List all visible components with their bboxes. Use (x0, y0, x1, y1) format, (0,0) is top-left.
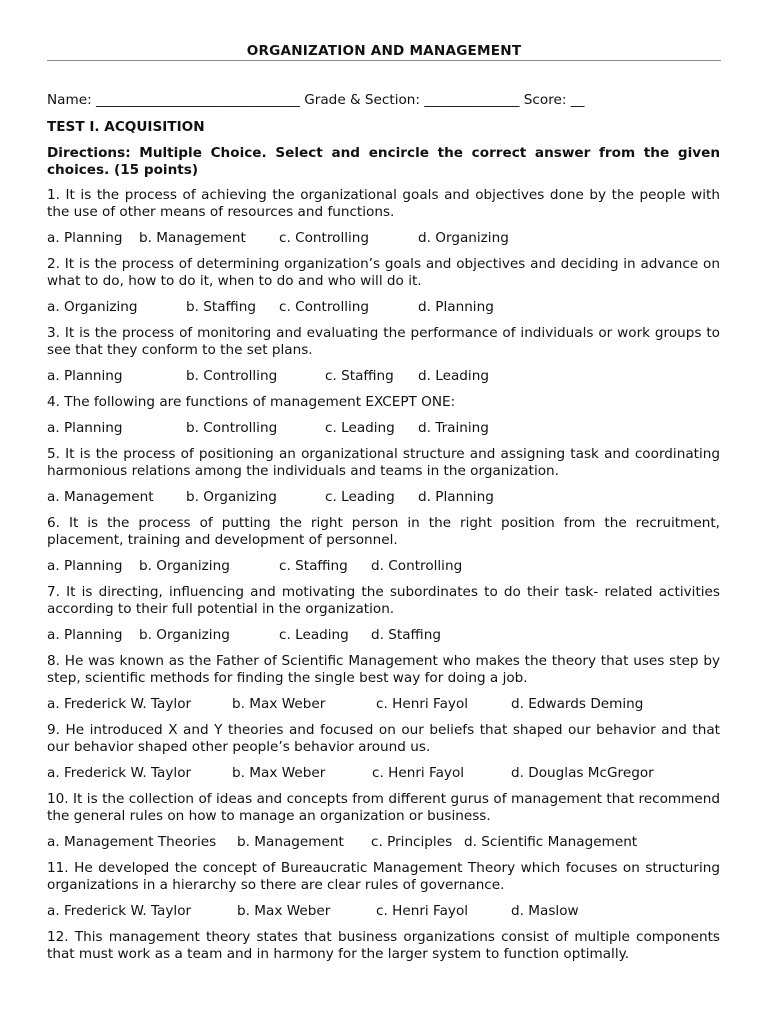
choice-c[interactable]: c. Leading (325, 489, 395, 505)
choice-c[interactable]: c. Controlling (279, 299, 370, 315)
choice-row (47, 765, 720, 782)
choice-a[interactable]: a. Planning (47, 420, 123, 436)
choice-c[interactable]: c. Staffing (325, 368, 394, 384)
choice-b[interactable]: b. Management (237, 834, 344, 850)
choice-c[interactable]: c. Leading (325, 420, 395, 436)
choice-b[interactable]: b. Staffing (186, 299, 256, 315)
choice-a[interactable]: a. Frederick W. Taylor (47, 903, 192, 919)
choice-d[interactable]: d. Planning (418, 489, 494, 505)
choice-b[interactable]: b. Max Weber (232, 765, 326, 781)
choice-row (47, 230, 720, 247)
choice-d[interactable]: d. Leading (418, 368, 489, 384)
choice-d[interactable]: d. Training (418, 420, 489, 436)
choice-row (47, 368, 720, 385)
question-text: 11. He developed the concept of Bureaucratic Management Theory which focuses on structuring organizations in a hierarchy so there are clear rules of governance. (47, 860, 720, 893)
choice-a[interactable]: a. Planning (47, 558, 123, 574)
choice-a[interactable]: a. Organizing (47, 299, 138, 315)
choice-d[interactable]: d. Edwards Deming (511, 696, 644, 712)
choice-c[interactable]: c. Henri Fayol (376, 696, 469, 712)
choice-c[interactable]: c. Henri Fayol (376, 903, 469, 919)
question-text: 6. It is the process of putting the right person in the right position from the recruitment, placement, training and development of personnel. (47, 515, 720, 548)
choice-c[interactable]: c. Controlling (279, 230, 370, 246)
choice-row (47, 834, 720, 851)
name-grade-score-line: Name: ______________________________ Grade & Section: ______________ Score: __ (47, 92, 585, 108)
title-divider (47, 60, 721, 61)
choice-b[interactable]: b. Controlling (186, 420, 278, 436)
choice-a[interactable]: a. Planning (47, 230, 123, 246)
choice-d[interactable]: d. Staffing (371, 627, 441, 643)
document-body (47, 92, 720, 972)
question-text: 10. It is the collection of ideas and concepts from different gurus of management that recommend the general rules on how to manage an organization or business. (47, 791, 720, 824)
choice-d[interactable]: d. Douglas McGregor (511, 765, 654, 781)
test-title: TEST I. ACQUISITION (47, 119, 205, 135)
choice-row (47, 489, 720, 506)
choice-d[interactable]: d. Controlling (371, 558, 463, 574)
choice-b[interactable]: b. Controlling (186, 368, 278, 384)
choice-d[interactable]: d. Planning (418, 299, 494, 315)
choice-row (47, 420, 720, 437)
question-text: 1. It is the process of achieving the organizational goals and objectives done by the people with the use of other means of resources and functions. (47, 187, 720, 220)
choice-a[interactable]: a. Planning (47, 627, 123, 643)
choice-a[interactable]: a. Frederick W. Taylor (47, 765, 192, 781)
choice-a[interactable]: a. Frederick W. Taylor (47, 696, 192, 712)
choice-row (47, 558, 720, 575)
question-text: 8. He was known as the Father of Scientific Management who makes the theory that uses step by step, scientific methods for finding the single best way for doing a job. (47, 653, 720, 686)
choice-c[interactable]: c. Principles (371, 834, 453, 850)
choice-c[interactable]: c. Staffing (279, 558, 348, 574)
question-text: 4. The following are functions of management EXCEPT ONE: (47, 394, 456, 410)
choice-row (47, 696, 720, 713)
document-title: ORGANIZATION AND MANAGEMENT (246, 43, 522, 59)
choice-d[interactable]: d. Organizing (418, 230, 509, 246)
choice-a[interactable]: a. Planning (47, 368, 123, 384)
choice-d[interactable]: d. Maslow (511, 903, 579, 919)
directions: Directions: Multiple Choice. Select and encircle the correct answer from the given choices. (15 points) (47, 145, 720, 178)
choice-b[interactable]: b. Organizing (186, 489, 277, 505)
choice-c[interactable]: c. Leading (279, 627, 349, 643)
choice-b[interactable]: b. Max Weber (237, 903, 331, 919)
choice-b[interactable]: b. Management (139, 230, 246, 246)
choice-b[interactable]: b. Organizing (139, 627, 230, 643)
question-text: 7. It is directing, influencing and motivating the subordinates to do their task- related activities according to their full potential in the organization. (47, 584, 720, 617)
choice-d[interactable]: d. Scientific Management (464, 834, 638, 850)
choice-a[interactable]: a. Management (47, 489, 154, 505)
choice-a[interactable]: a. Management Theories (47, 834, 217, 850)
question-text: 3. It is the process of monitoring and evaluating the performance of individuals or work groups to see that they conform to the set plans. (47, 325, 720, 358)
choice-row (47, 627, 720, 644)
choice-b[interactable]: b. Organizing (139, 558, 230, 574)
question-text: 2. It is the process of determining organization’s goals and objectives and deciding in advance on what to do, how to do it, when to do and who will do it. (47, 256, 720, 289)
question-text: 12. This management theory states that business organizations consist of multiple components that must work as a team and in harmony for the larger system to function optimally. (47, 929, 720, 962)
choice-c[interactable]: c. Henri Fayol (372, 765, 465, 781)
choice-b[interactable]: b. Max Weber (232, 696, 326, 712)
choice-row (47, 299, 720, 316)
question-text: 9. He introduced X and Y theories and focused on our beliefs that shaped our behavior and that our behavior shaped other people’s behavior around us. (47, 722, 720, 755)
question-text: 5. It is the process of positioning an organizational structure and assigning task and coordinating harmonious relations among the individuals and teams in the organization. (47, 446, 720, 479)
choice-row (47, 903, 720, 920)
